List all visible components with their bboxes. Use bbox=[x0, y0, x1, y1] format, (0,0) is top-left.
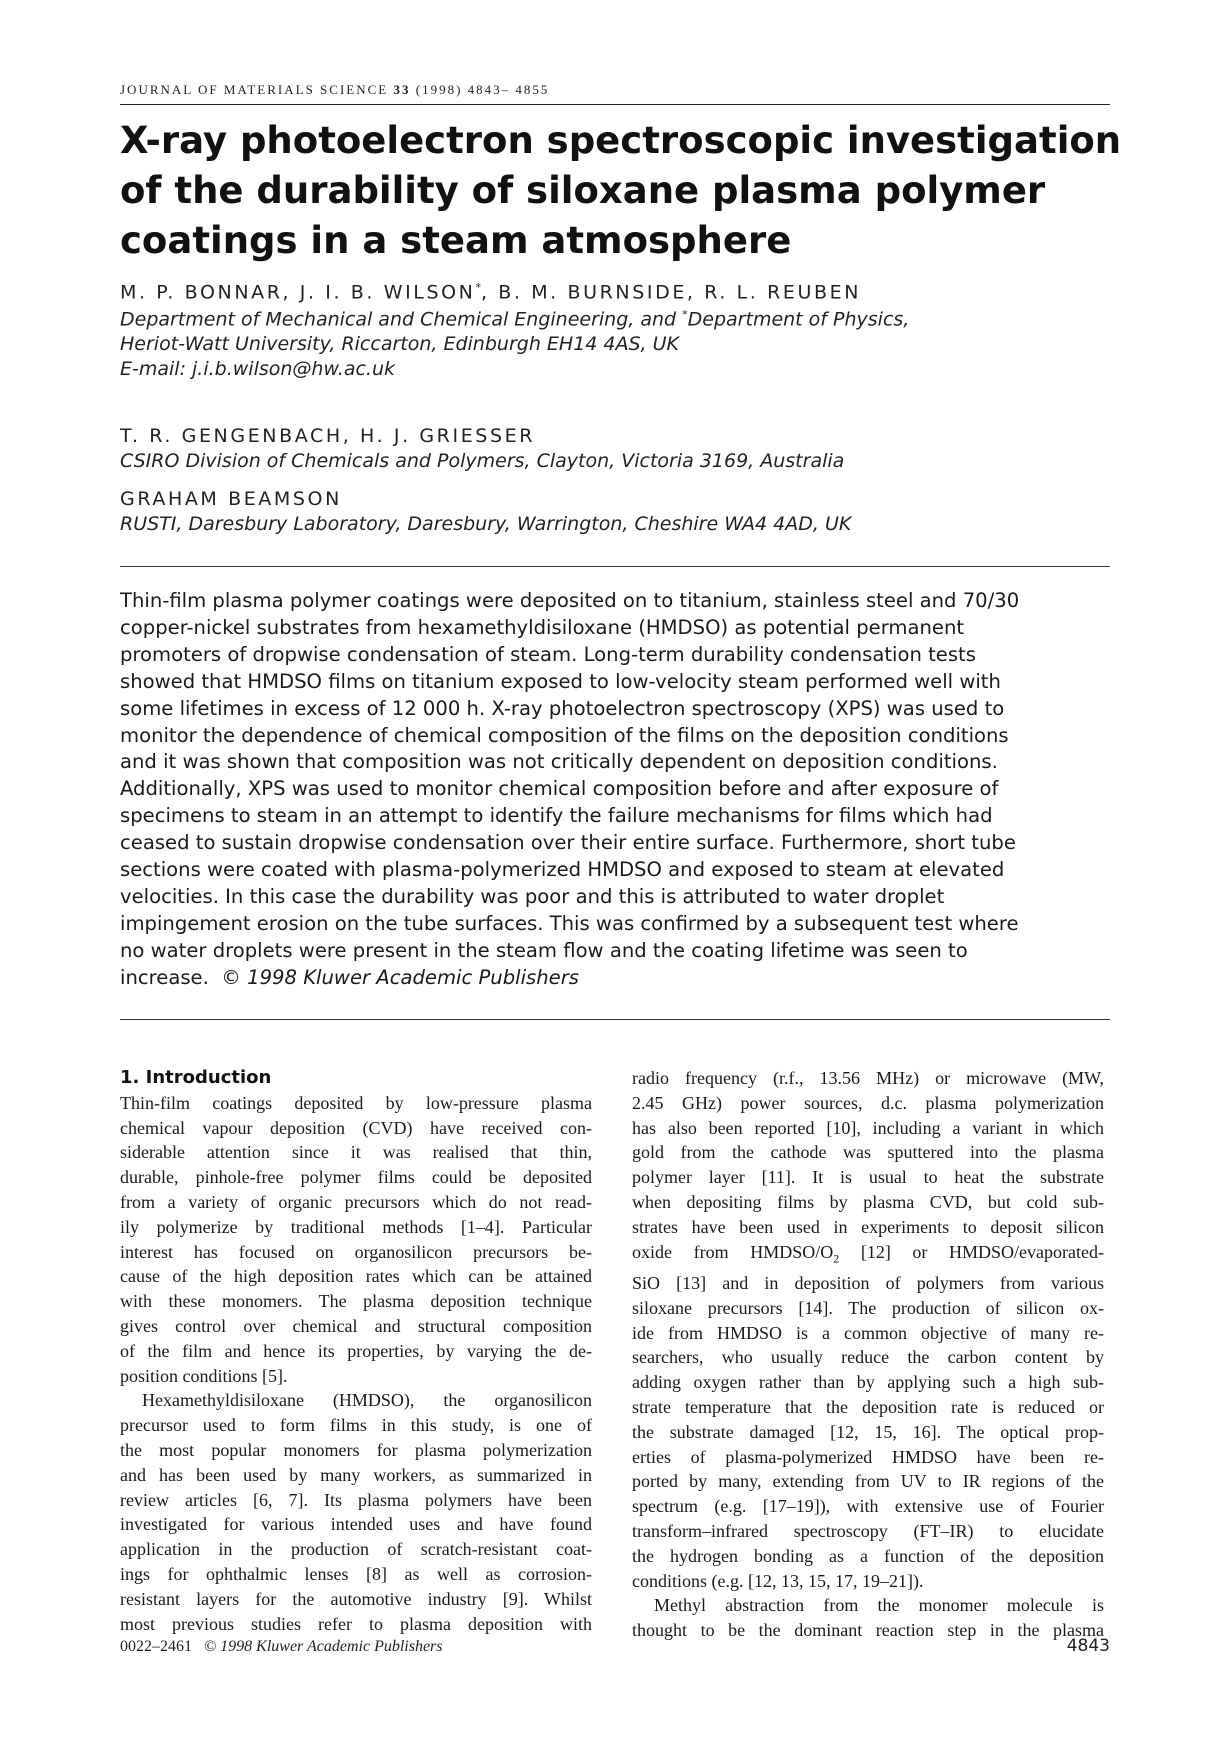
title-line: coatings in a steam atmosphere bbox=[120, 219, 792, 262]
right-column bbox=[632, 1066, 1104, 1643]
abstract-line: impingement erosion on the tube surfaces. This was confirmed by a subsequent test where bbox=[120, 911, 1019, 935]
abstract-line: promoters of dropwise condensation of steam. Long-term durability condensation tests bbox=[120, 642, 976, 666]
body-line: from a variety of organic precursors which do not read- bbox=[120, 1191, 592, 1212]
abstract-line: Thin-film plasma polymer coatings were deposited on to titanium, stainless steel and 70/30 bbox=[120, 589, 1020, 612]
body-line: application in the production of scratch-resistant coat- bbox=[120, 1539, 592, 1560]
abstract-line: Additionally, XPS was used to monitor chemical composition before and after exposure of bbox=[120, 777, 999, 801]
abstract-line: and it was shown that composition was not critically dependent on deposition conditions. bbox=[120, 750, 998, 774]
body-line: oxide from HMDSO/$O_2$ [12] or HMDSO/evaporated- bbox=[632, 1241, 1104, 1266]
title-line: X-ray photoelectron spectroscopic investigation bbox=[120, 119, 1122, 162]
body-line: ported by many, extending from UV to IR regions of the bbox=[632, 1471, 1104, 1492]
body-line: review articles [6, 7]. Its plasma polymers have been bbox=[120, 1489, 592, 1510]
abstract-line: ceased to sustain dropwise condensation over their entire surface. Furthermore, short tube bbox=[120, 831, 1016, 855]
body-line: radio frequency (r.f., 13.56 MHz) or microwave (MW, bbox=[632, 1068, 1104, 1088]
author-group-1: M. P. BONNAR, J. I. B. WILSON*, B. M. BURNSIDE, R. L. REUBEN bbox=[120, 281, 862, 304]
author-group-2: T. R. GENGENBACH, H. J. GRIESSER bbox=[120, 425, 536, 447]
abstract-line: no water droplets were present in the steam flow and the coating lifetime was seen to bbox=[120, 938, 968, 962]
journal-running-header bbox=[120, 82, 1110, 98]
body-line: strate temperature that the deposition rate is reduced or bbox=[632, 1396, 1104, 1417]
section-heading: 1. Introduction bbox=[120, 1067, 272, 1088]
paper-title bbox=[120, 116, 1122, 266]
journal-name: JOURNAL OF MATERIALS SCIENCE bbox=[120, 82, 389, 97]
body-line: investigated for various intended uses and have found bbox=[120, 1514, 592, 1535]
abstract-line: velocities. In this case the durability was poor and this is attributed to water droplet bbox=[120, 884, 945, 908]
body-line: ings for ophthalmic lenses [8] as well as corrosion- bbox=[120, 1563, 592, 1584]
body-line: of the film and hence its properties, by varying the de- bbox=[120, 1340, 592, 1361]
abstract bbox=[120, 588, 1110, 992]
body-line: with these monomers. The plasma deposition technique bbox=[120, 1291, 592, 1312]
body-line: and has been used by many workers, as summarized in bbox=[120, 1464, 592, 1485]
journal-year-pages: (1998) 4843– 4855 bbox=[415, 82, 550, 97]
body-line: conditions (e.g. [12, 13, 15, 17, 19–21]). bbox=[632, 1570, 924, 1591]
body-line: chemical vapour deposition (CVD) have received con- bbox=[120, 1117, 592, 1138]
body-line: 2.45 GHz) power sources, d.c. plasma polymerization bbox=[632, 1092, 1104, 1113]
body-line: ily polymerize by traditional methods [1–4]. Particular bbox=[120, 1216, 592, 1237]
footer-issn: 0022–2461 bbox=[120, 1638, 192, 1655]
body-line: SiO [13] and in deposition of polymers from various bbox=[632, 1272, 1104, 1293]
abstract-copyright: © 1998 Kluwer Academic Publishers bbox=[221, 965, 579, 989]
affiliation-line: Department of Mechanical and Chemical Engineering, and *Department of Physics, bbox=[120, 308, 910, 331]
abstract-line: increase. © 1998 Kluwer Academic Publishers bbox=[120, 965, 579, 989]
body-line: position conditions [5]. bbox=[120, 1365, 288, 1386]
body-line: ide from HMDSO is a common objective of many re- bbox=[632, 1322, 1104, 1343]
body-line: the hydrogen bonding as a function of the deposition bbox=[632, 1545, 1104, 1566]
body-line: siderable attention since it was realised that thin, bbox=[120, 1142, 592, 1163]
body-line: erties of plasma-polymerized HMDSO have been re- bbox=[632, 1446, 1104, 1467]
body-line: gold from the cathode was sputtered into the plasma bbox=[632, 1142, 1104, 1163]
body-line: gives control over chemical and structural composition bbox=[120, 1315, 592, 1336]
body-line: adding oxygen rather than by applying such a high sub- bbox=[632, 1372, 1104, 1393]
page-number: 4843 bbox=[1066, 1636, 1110, 1656]
body-line: Methyl abstraction from the monomer molecule is bbox=[654, 1595, 1104, 1616]
affiliation-3: RUSTI, Daresbury Laboratory, Daresbury, Warrington, Cheshire WA4 4AD, UK bbox=[120, 513, 852, 535]
footer-copyright: © 1998 Kluwer Academic Publishers bbox=[204, 1638, 443, 1655]
header-rule bbox=[120, 104, 1110, 105]
abstract-line: specimens to steam in an attempt to identify the failure mechanisms for films which had bbox=[120, 804, 993, 828]
body-line: durable, pinhole-free polymer films could be deposited bbox=[120, 1167, 592, 1188]
email-line: E-mail: j.i.b.wilson@hw.ac.uk bbox=[120, 358, 395, 381]
body-line: most previous studies refer to plasma deposition with bbox=[120, 1613, 592, 1634]
body-line: Hexamethyldisiloxane (HMDSO), the organosilicon bbox=[142, 1390, 592, 1411]
abstract-top-rule bbox=[120, 566, 1110, 567]
journal-volume: 33 bbox=[393, 82, 411, 97]
affiliation-line: Heriot-Watt University, Riccarton, Edinburgh EH14 4AS, UK bbox=[120, 333, 680, 356]
body-line: Thin-film coatings deposited by low-pressure plasma bbox=[120, 1092, 592, 1113]
body-line: the most popular monomers for plasma polymerization bbox=[120, 1439, 592, 1460]
body-line: thought to be the dominant reaction step in the plasma bbox=[632, 1620, 1104, 1641]
body-line: has also been reported [10], including a variant in which bbox=[632, 1117, 1104, 1138]
abstract-line: some lifetimes in excess of 12 000 h. X-ray photoelectron spectroscopy (XPS) was used to bbox=[120, 696, 1005, 720]
abstract-bottom-rule bbox=[120, 1019, 1110, 1020]
body-line: spectrum (e.g. [17–19]), with extensive use of Fourier bbox=[632, 1496, 1104, 1517]
body-line: the substrate damaged [12, 15, 16]. The optical prop- bbox=[632, 1421, 1104, 1442]
body-line: when depositing films by plasma CVD, but cold sub- bbox=[632, 1191, 1104, 1212]
affiliation-1 bbox=[120, 302, 909, 382]
body-line: transform–infrared spectroscopy (FT–IR) to elucidate bbox=[632, 1520, 1104, 1541]
abstract-line: monitor the dependence of chemical composition of the films on the deposition conditions bbox=[120, 723, 1009, 747]
left-column bbox=[120, 1066, 592, 1636]
body-line: cause of the high deposition rates which can be attained bbox=[120, 1266, 592, 1287]
body-line: precursor used to form films in this study, is one of bbox=[120, 1415, 592, 1436]
body-line: strates have been used in experiments to deposit silicon bbox=[632, 1216, 1104, 1237]
body-line: siloxane precursors [14]. The production of silicon ox- bbox=[632, 1297, 1104, 1318]
body-line: resistant layers for the automotive industry [9]. Whilst bbox=[120, 1588, 592, 1609]
body-line: searchers, who usually reduce the carbon content by bbox=[632, 1347, 1104, 1368]
abstract-line: sections were coated with plasma-polymerized HMDSO and exposed to steam at elevated bbox=[120, 858, 1005, 882]
abstract-line: copper-nickel substrates from hexamethyldisiloxane (HMDSO) as potential permanent bbox=[120, 615, 965, 639]
title-line: of the durability of siloxane plasma polymer bbox=[120, 169, 1046, 212]
footer-issn-copyright bbox=[120, 1638, 443, 1656]
body-line: polymer layer [11]. It is usual to heat the substrate bbox=[632, 1167, 1104, 1188]
author-footnote-mark: * bbox=[475, 281, 481, 294]
abstract-line: showed that HMDSO films on titanium exposed to low-velocity steam performed well with bbox=[120, 669, 1001, 693]
author-group-3: GRAHAM BEAMSON bbox=[120, 488, 342, 510]
affiliation-2: CSIRO Division of Chemicals and Polymers, Clayton, Victoria 3169, Australia bbox=[120, 450, 845, 472]
body-line: interest has focused on organosilicon precursors be- bbox=[120, 1241, 592, 1262]
